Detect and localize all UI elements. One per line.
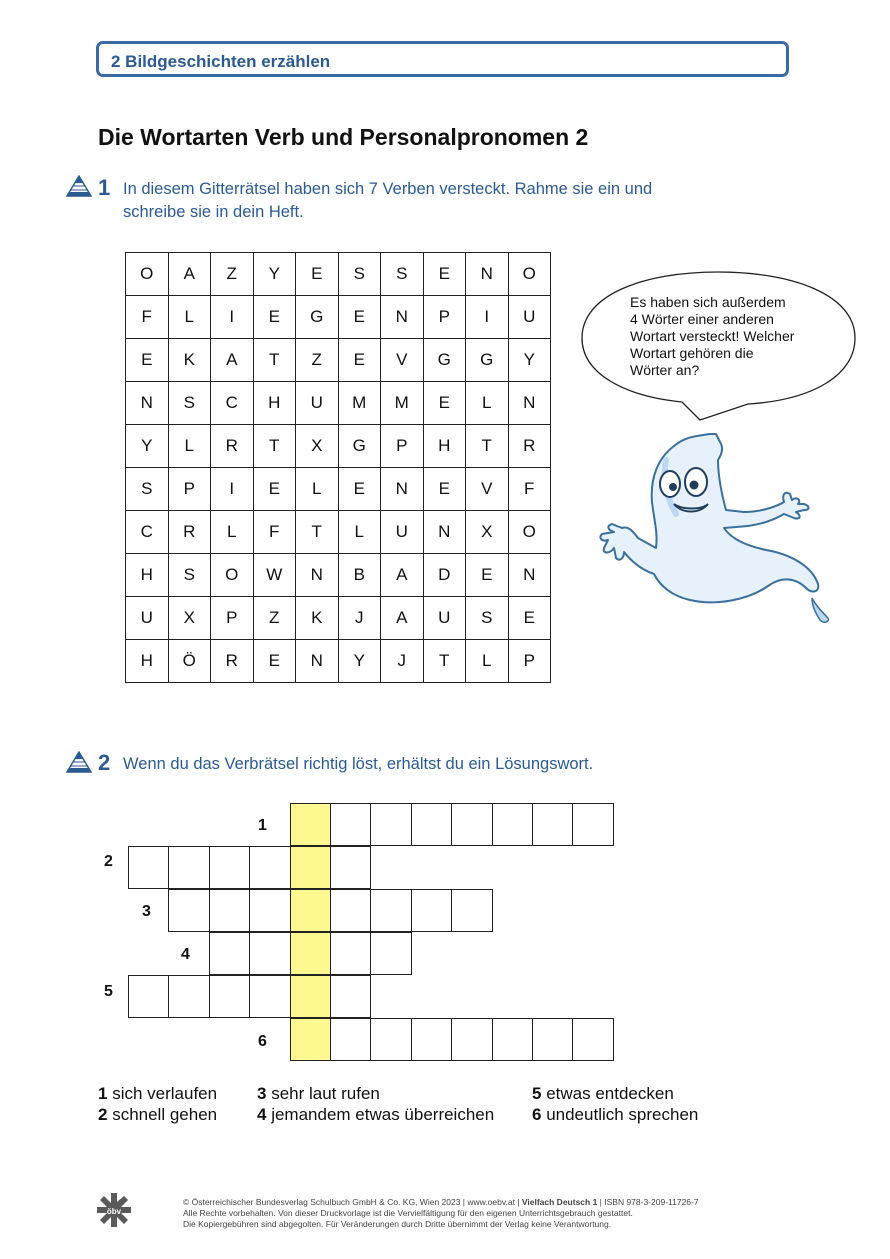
grid-cell[interactable]: U xyxy=(509,296,552,339)
grid-cell[interactable]: I xyxy=(466,296,509,339)
grid-cell[interactable]: N xyxy=(509,554,552,597)
footer-line-1 xyxy=(183,1197,699,1208)
grid-cell[interactable]: U xyxy=(296,382,339,425)
grid-cell[interactable]: W xyxy=(254,554,297,597)
crossword-row-label: 4 xyxy=(181,946,190,963)
grid-cell[interactable]: J xyxy=(381,640,424,683)
crossword-cell[interactable] xyxy=(451,889,492,932)
task-1-text-line-1: In diesem Gitterrätsel haben sich 7 Verben versteckt. Rahme sie ein und xyxy=(123,180,653,198)
grid-cell[interactable]: S xyxy=(466,597,509,640)
grid-cell[interactable]: P xyxy=(169,468,212,511)
grid-cell[interactable]: L xyxy=(169,425,212,468)
grid-cell[interactable]: P xyxy=(509,640,552,683)
crossword-cell[interactable] xyxy=(168,846,209,889)
crossword-cell[interactable] xyxy=(128,975,169,1018)
grid-cell[interactable]: S xyxy=(169,382,212,425)
grid-cell[interactable]: C xyxy=(211,382,254,425)
clue-6 xyxy=(532,1105,698,1125)
grid-cell[interactable]: C xyxy=(126,511,169,554)
crossword-cell[interactable] xyxy=(411,1018,452,1061)
grid-cell[interactable]: I xyxy=(211,296,254,339)
footer-book-title: Vielfach Deutsch 1 xyxy=(521,1197,598,1207)
grid-cell[interactable]: X xyxy=(296,425,339,468)
grid-cell[interactable]: O xyxy=(509,253,552,296)
grid-cell[interactable]: U xyxy=(381,511,424,554)
crossword-cell[interactable] xyxy=(209,889,250,932)
clue-text: sehr laut rufen xyxy=(266,1084,380,1103)
grid-cell[interactable]: P xyxy=(424,296,467,339)
grid-cell[interactable]: Y xyxy=(339,640,382,683)
clue-5 xyxy=(532,1084,674,1104)
crossword-cell[interactable] xyxy=(370,803,411,846)
crossword-cell[interactable] xyxy=(451,1018,492,1061)
grid-cell[interactable]: E xyxy=(254,296,297,339)
crossword-cell[interactable] xyxy=(572,803,613,846)
grid-cell[interactable]: E xyxy=(339,339,382,382)
grid-cell[interactable]: N xyxy=(381,296,424,339)
grid-cell[interactable]: A xyxy=(381,554,424,597)
grid-cell[interactable]: L xyxy=(466,640,509,683)
word-search-grid xyxy=(125,252,551,683)
crossword-row-label: 1 xyxy=(258,817,267,834)
clue-3 xyxy=(257,1084,380,1104)
clue-1 xyxy=(98,1084,217,1104)
grid-cell[interactable]: P xyxy=(381,425,424,468)
crossword-cell[interactable] xyxy=(330,846,371,889)
grid-cell[interactable]: B xyxy=(339,554,382,597)
grid-cell[interactable]: G xyxy=(339,425,382,468)
task-2-text: Wenn du das Verbrätsel richtig löst, erhältst du ein Lösungswort. xyxy=(123,755,594,773)
grid-cell[interactable]: X xyxy=(169,597,212,640)
crossword-cell[interactable] xyxy=(330,932,371,975)
clue-text: sich verlaufen xyxy=(107,1084,218,1103)
grid-cell[interactable]: H xyxy=(126,640,169,683)
crossword-cell[interactable] xyxy=(330,803,371,846)
crossword-cell[interactable] xyxy=(249,889,290,932)
grid-cell[interactable]: A xyxy=(211,339,254,382)
bubble-line: Wortart gehören die xyxy=(630,345,754,361)
grid-cell[interactable]: E xyxy=(466,554,509,597)
difficulty-triangle-icon xyxy=(66,175,92,197)
crossword-row-label: 6 xyxy=(258,1033,267,1050)
crossword-cell[interactable] xyxy=(411,803,452,846)
crossword-cell[interactable] xyxy=(128,846,169,889)
grid-cell[interactable]: F xyxy=(509,468,552,511)
grid-cell[interactable]: A xyxy=(169,253,212,296)
bubble-line: 4 Wörter einer anderen xyxy=(630,311,774,327)
grid-cell[interactable]: E xyxy=(339,468,382,511)
clue-number: 1 xyxy=(98,1084,108,1103)
grid-cell[interactable]: R xyxy=(509,425,552,468)
crossword-solution-cell[interactable] xyxy=(290,889,331,932)
grid-cell[interactable]: Y xyxy=(254,253,297,296)
clue-text: etwas entdecken xyxy=(541,1084,674,1103)
clue-number: 3 xyxy=(257,1084,267,1103)
crossword-cell[interactable] xyxy=(572,1018,613,1061)
grid-cell[interactable]: L xyxy=(466,382,509,425)
crossword-cell[interactable] xyxy=(330,1018,371,1061)
oebv-logo-icon xyxy=(97,1193,131,1227)
grid-cell[interactable]: N xyxy=(296,554,339,597)
grid-cell[interactable]: Z xyxy=(254,597,297,640)
footer-copyright xyxy=(183,1197,699,1230)
clue-number: 2 xyxy=(98,1105,108,1124)
grid-cell[interactable]: R xyxy=(211,425,254,468)
grid-cell[interactable]: G xyxy=(424,339,467,382)
task-1-number: 1 xyxy=(98,175,111,200)
grid-cell[interactable]: K xyxy=(169,339,212,382)
crossword-cell[interactable] xyxy=(370,932,411,975)
grid-cell[interactable]: L xyxy=(169,296,212,339)
grid-cell[interactable]: Y xyxy=(509,339,552,382)
grid-cell[interactable]: O xyxy=(211,554,254,597)
grid-cell[interactable]: H xyxy=(424,425,467,468)
grid-cell[interactable]: I xyxy=(211,468,254,511)
crossword-cell[interactable] xyxy=(370,889,411,932)
bubble-line: Wörter an? xyxy=(630,362,700,378)
footer-text: © Österreichischer Bundesverlag Schulbuch GmbH & Co. KG, Wien 2023 | www.oebv.at | xyxy=(183,1197,522,1207)
clue-2 xyxy=(98,1105,217,1125)
clue-text: jemandem etwas überreichen xyxy=(266,1105,495,1124)
page-title: Die Wortarten Verb und Personalpronomen 2 xyxy=(98,124,589,150)
grid-cell[interactable]: M xyxy=(381,382,424,425)
ghost-illustration xyxy=(598,430,838,630)
grid-cell[interactable]: E xyxy=(254,468,297,511)
grid-cell[interactable]: P xyxy=(211,597,254,640)
grid-cell[interactable]: V xyxy=(381,339,424,382)
crossword-cell[interactable] xyxy=(532,803,573,846)
grid-cell[interactable]: U xyxy=(126,597,169,640)
grid-cell[interactable]: Z xyxy=(211,253,254,296)
grid-cell[interactable]: H xyxy=(126,554,169,597)
crossword-cell[interactable] xyxy=(492,803,533,846)
crossword-cell[interactable] xyxy=(249,932,290,975)
bubble-line: Wortart versteckt! Welcher xyxy=(630,328,795,344)
crossword-cell[interactable] xyxy=(330,889,371,932)
clue-number: 5 xyxy=(532,1084,542,1103)
clue-number: 4 xyxy=(257,1105,267,1124)
grid-cell[interactable]: T xyxy=(296,511,339,554)
task-1-text xyxy=(123,178,652,224)
crossword-cell[interactable] xyxy=(411,889,452,932)
grid-cell[interactable]: O xyxy=(126,253,169,296)
footer-isbn: | ISBN 978-3-209-11726-7 xyxy=(597,1197,699,1207)
crossword-solution-cell[interactable] xyxy=(290,1018,331,1061)
clue-text: undeutlich sprechen xyxy=(541,1105,699,1124)
grid-cell[interactable]: Ö xyxy=(169,640,212,683)
grid-cell[interactable]: N xyxy=(424,511,467,554)
grid-cell[interactable]: A xyxy=(381,597,424,640)
grid-cell[interactable]: L xyxy=(339,511,382,554)
crossword-cell[interactable] xyxy=(451,803,492,846)
grid-cell[interactable]: E xyxy=(296,253,339,296)
crossword-cell[interactable] xyxy=(209,846,250,889)
crossword-solution-cell[interactable] xyxy=(290,846,331,889)
grid-cell[interactable]: E xyxy=(339,296,382,339)
crossword-cell[interactable] xyxy=(209,975,250,1018)
crossword-row-label: 3 xyxy=(142,903,151,920)
grid-cell[interactable]: E xyxy=(424,253,467,296)
grid-cell[interactable]: V xyxy=(466,468,509,511)
grid-cell[interactable]: H xyxy=(254,382,297,425)
grid-cell[interactable]: N xyxy=(509,382,552,425)
crossword-cell[interactable] xyxy=(168,975,209,1018)
grid-cell[interactable]: N xyxy=(381,468,424,511)
crossword-cell[interactable] xyxy=(209,932,250,975)
grid-cell[interactable]: T xyxy=(424,640,467,683)
grid-cell[interactable]: U xyxy=(424,597,467,640)
crossword-solution-cell[interactable] xyxy=(290,803,331,846)
crossword-cell[interactable] xyxy=(249,846,290,889)
oebv-logo-text: öbv xyxy=(106,1207,122,1216)
difficulty-triangle-icon xyxy=(66,751,92,773)
clue-text: schnell gehen xyxy=(107,1105,218,1124)
crossword-cell[interactable] xyxy=(168,889,209,932)
grid-cell[interactable]: T xyxy=(254,339,297,382)
speech-bubble-text xyxy=(630,294,830,379)
crossword-cell[interactable] xyxy=(249,975,290,1018)
grid-cell[interactable]: F xyxy=(126,296,169,339)
grid-cell[interactable]: L xyxy=(296,468,339,511)
grid-cell[interactable]: N xyxy=(126,382,169,425)
grid-cell[interactable]: D xyxy=(424,554,467,597)
grid-cell[interactable]: G xyxy=(466,339,509,382)
grid-cell[interactable]: J xyxy=(339,597,382,640)
grid-cell[interactable]: R xyxy=(211,640,254,683)
grid-cell[interactable]: Y xyxy=(126,425,169,468)
bubble-line: Es haben sich außerdem xyxy=(630,294,786,310)
grid-cell[interactable]: N xyxy=(466,253,509,296)
grid-cell[interactable]: M xyxy=(339,382,382,425)
grid-cell[interactable]: E xyxy=(509,597,552,640)
grid-cell[interactable]: Z xyxy=(296,339,339,382)
crossword-cell[interactable] xyxy=(370,1018,411,1061)
grid-cell[interactable]: T xyxy=(466,425,509,468)
footer-line-3: Die Kopiergebühren sind abgegolten. Für Veränderungen durch Dritte übernimmt der Verlag keine Verantwortung. xyxy=(183,1219,612,1229)
grid-cell[interactable]: T xyxy=(254,425,297,468)
task-1-text-line-2: schreibe sie in dein Heft. xyxy=(123,203,304,221)
grid-cell[interactable]: G xyxy=(296,296,339,339)
grid-cell[interactable]: S xyxy=(381,253,424,296)
grid-cell[interactable]: S xyxy=(169,554,212,597)
crossword-cell[interactable] xyxy=(330,975,371,1018)
crossword-row-label: 5 xyxy=(104,983,113,1000)
crossword-cell[interactable] xyxy=(532,1018,573,1061)
grid-cell[interactable]: E xyxy=(126,339,169,382)
grid-cell[interactable]: K xyxy=(296,597,339,640)
crossword-solution-cell[interactable] xyxy=(290,975,331,1018)
grid-cell[interactable]: N xyxy=(296,640,339,683)
grid-cell[interactable]: S xyxy=(126,468,169,511)
grid-cell[interactable]: E xyxy=(254,640,297,683)
grid-cell[interactable]: E xyxy=(424,468,467,511)
footer-line-2: Alle Rechte vorbehalten. Von dieser Druckvorlage ist die Vervielfältigung für den eigenen Unterrichtsgebrauch gestattet. xyxy=(183,1208,633,1218)
grid-cell[interactable]: R xyxy=(169,511,212,554)
grid-cell[interactable]: S xyxy=(339,253,382,296)
crossword-cell[interactable] xyxy=(492,1018,533,1061)
grid-cell[interactable]: O xyxy=(509,511,552,554)
clue-number: 6 xyxy=(532,1105,542,1124)
crossword-solution-cell[interactable] xyxy=(290,932,331,975)
crossword-row-label: 2 xyxy=(104,853,113,870)
clue-4 xyxy=(257,1105,494,1125)
grid-cell[interactable]: F xyxy=(254,511,297,554)
grid-cell[interactable]: X xyxy=(466,511,509,554)
grid-cell[interactable]: E xyxy=(424,382,467,425)
task-2-number: 2 xyxy=(98,750,111,775)
grid-cell[interactable]: L xyxy=(211,511,254,554)
chapter-header: 2 Bildgeschichten erzählen xyxy=(111,52,331,71)
